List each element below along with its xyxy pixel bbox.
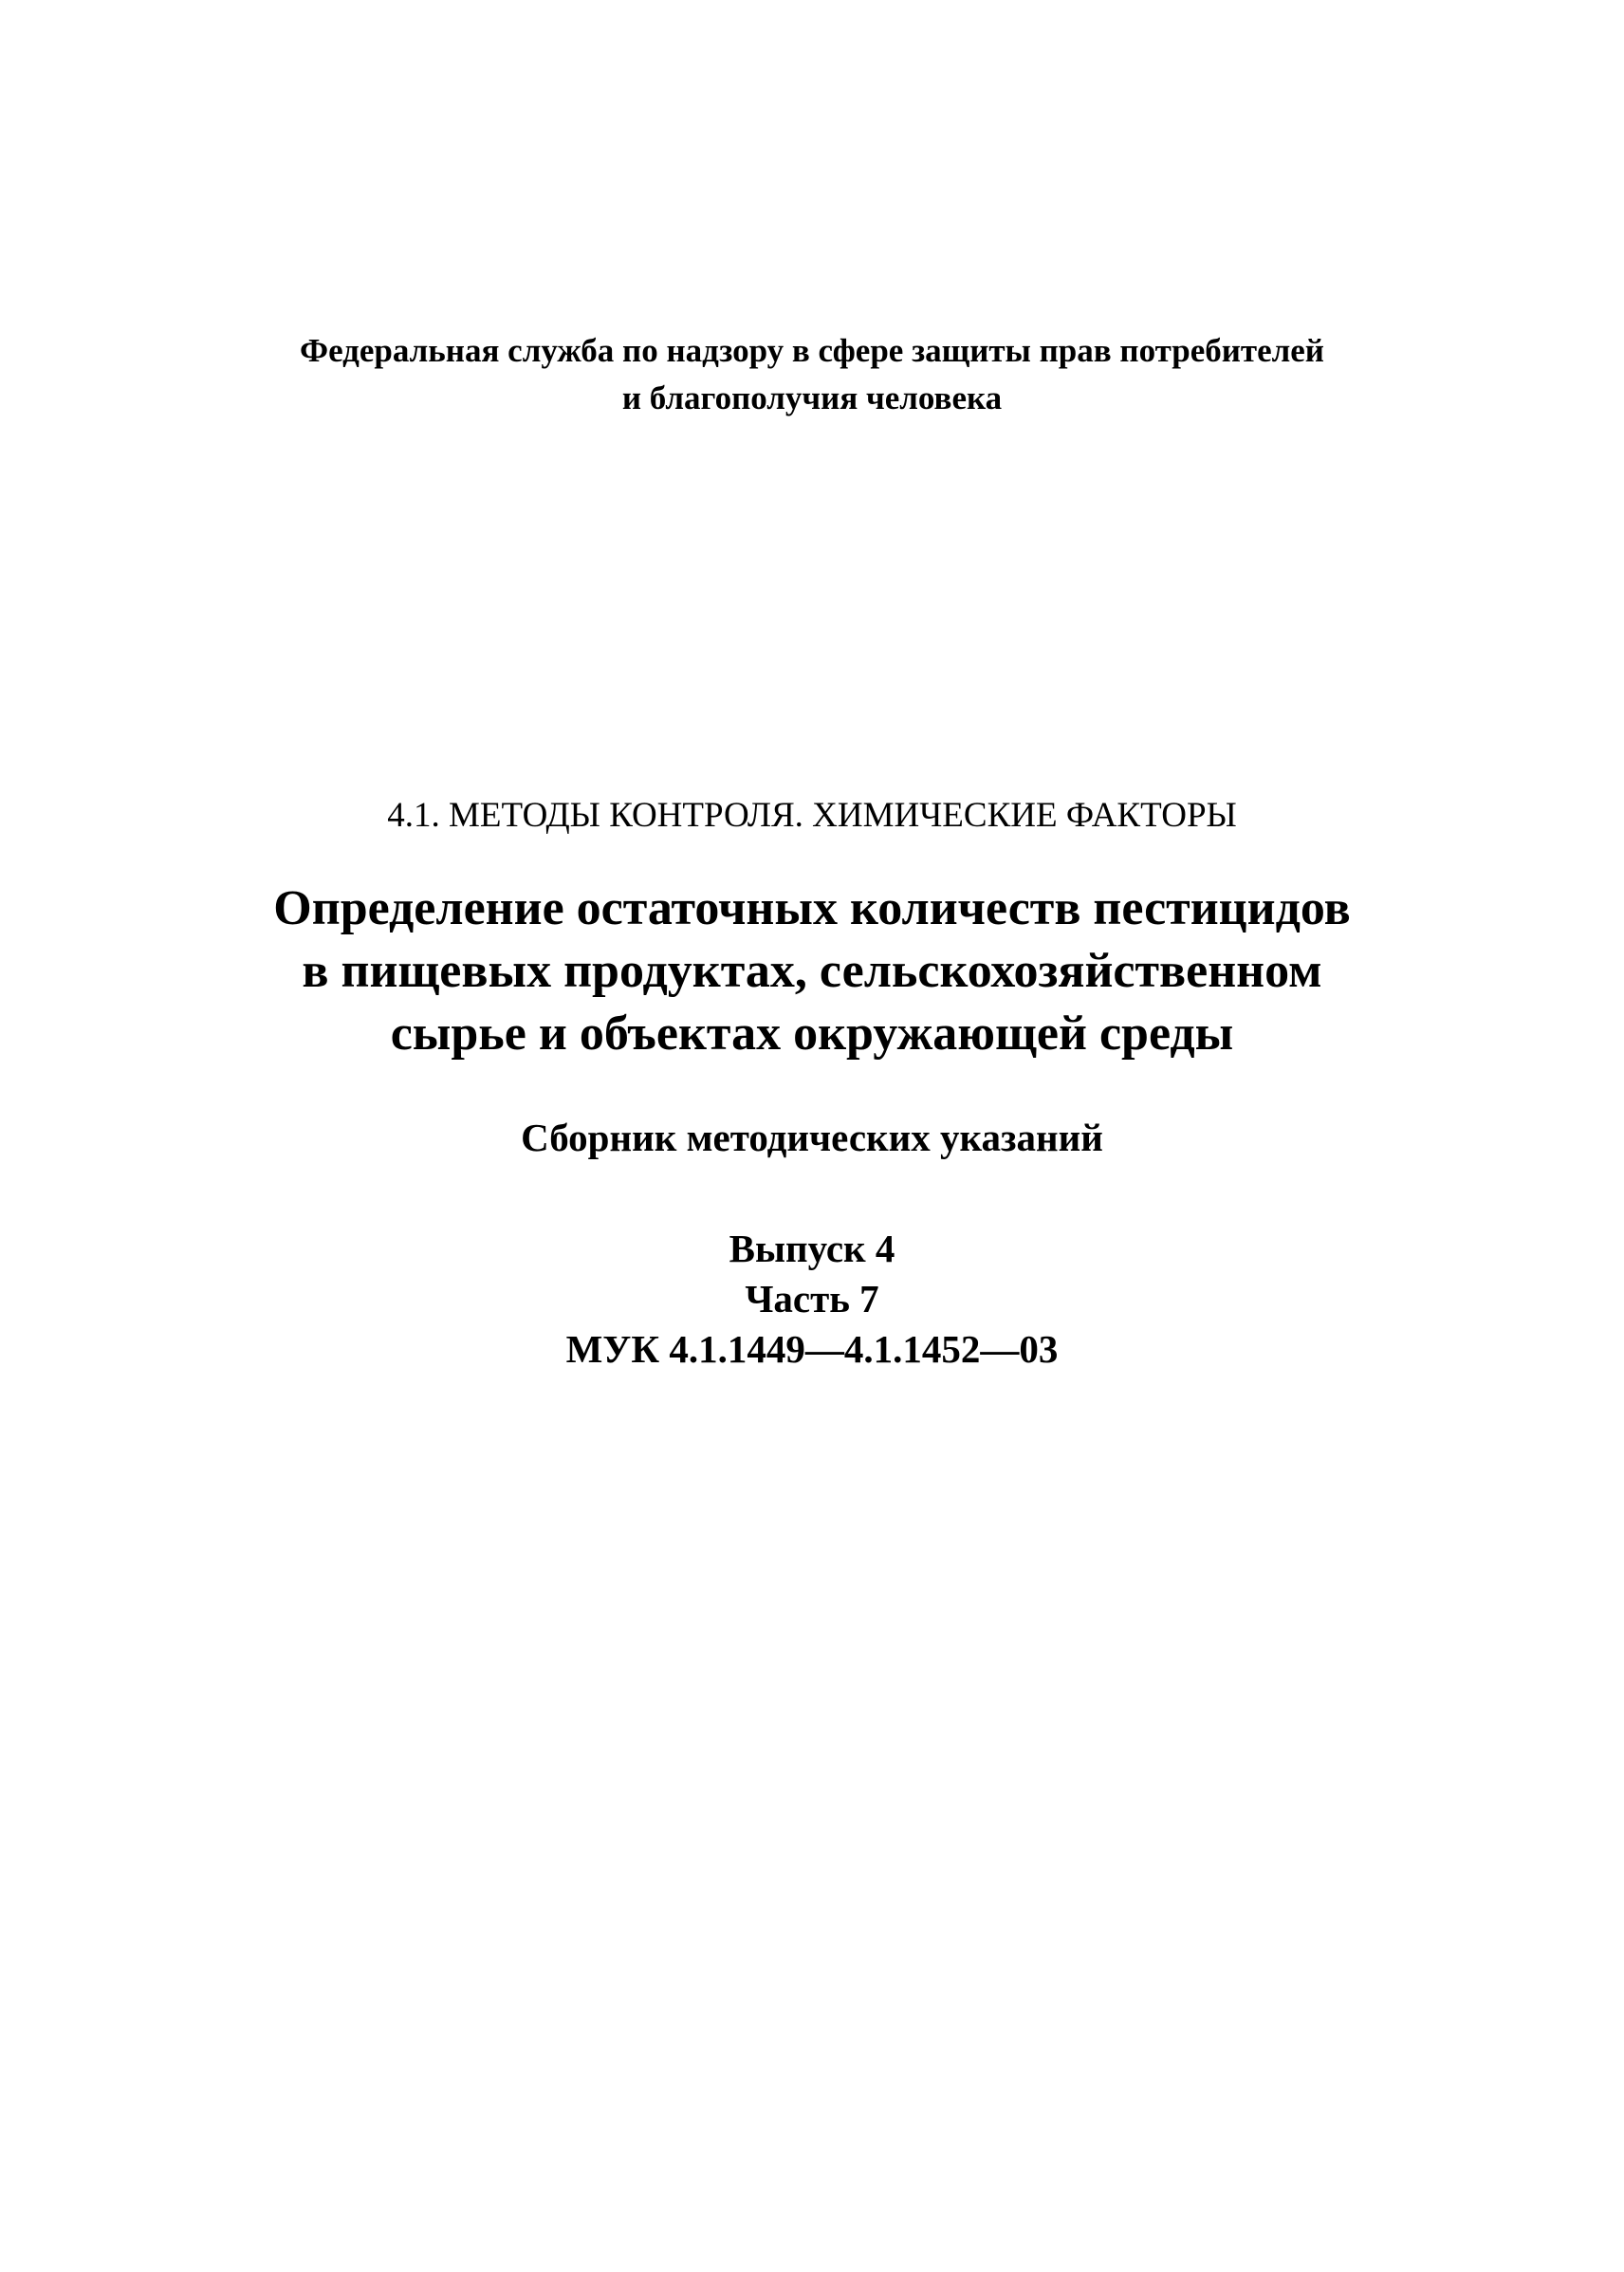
document-title [0,877,1624,1065]
title-line-3: сырье и объектах окружающей среды [390,1007,1234,1061]
issue-code: МУК 4.1.1449—4.1.1452—03 [565,1327,1059,1371]
document-subtitle: Сборник методических указаний [521,1116,1103,1159]
agency-line-1: Федеральная служба по надзору в сфере защиты прав потребителей [300,332,1324,369]
issue-volume: Выпуск 4 [729,1227,895,1270]
agency-header [0,327,1624,422]
title-line-2: в пищевых продуктах, сельскохозяйственном [302,944,1322,998]
issue-part: Часть 7 [745,1277,879,1321]
series-heading: 4.1. МЕТОДЫ КОНТРОЛЯ. ХИМИЧЕСКИЕ ФАКТОРЫ [387,796,1237,835]
issue-info [0,1224,1624,1375]
agency-line-2: и благополучия человека [621,379,1003,416]
title-line-1: Определение остаточных количеств пестицидов [273,881,1351,935]
